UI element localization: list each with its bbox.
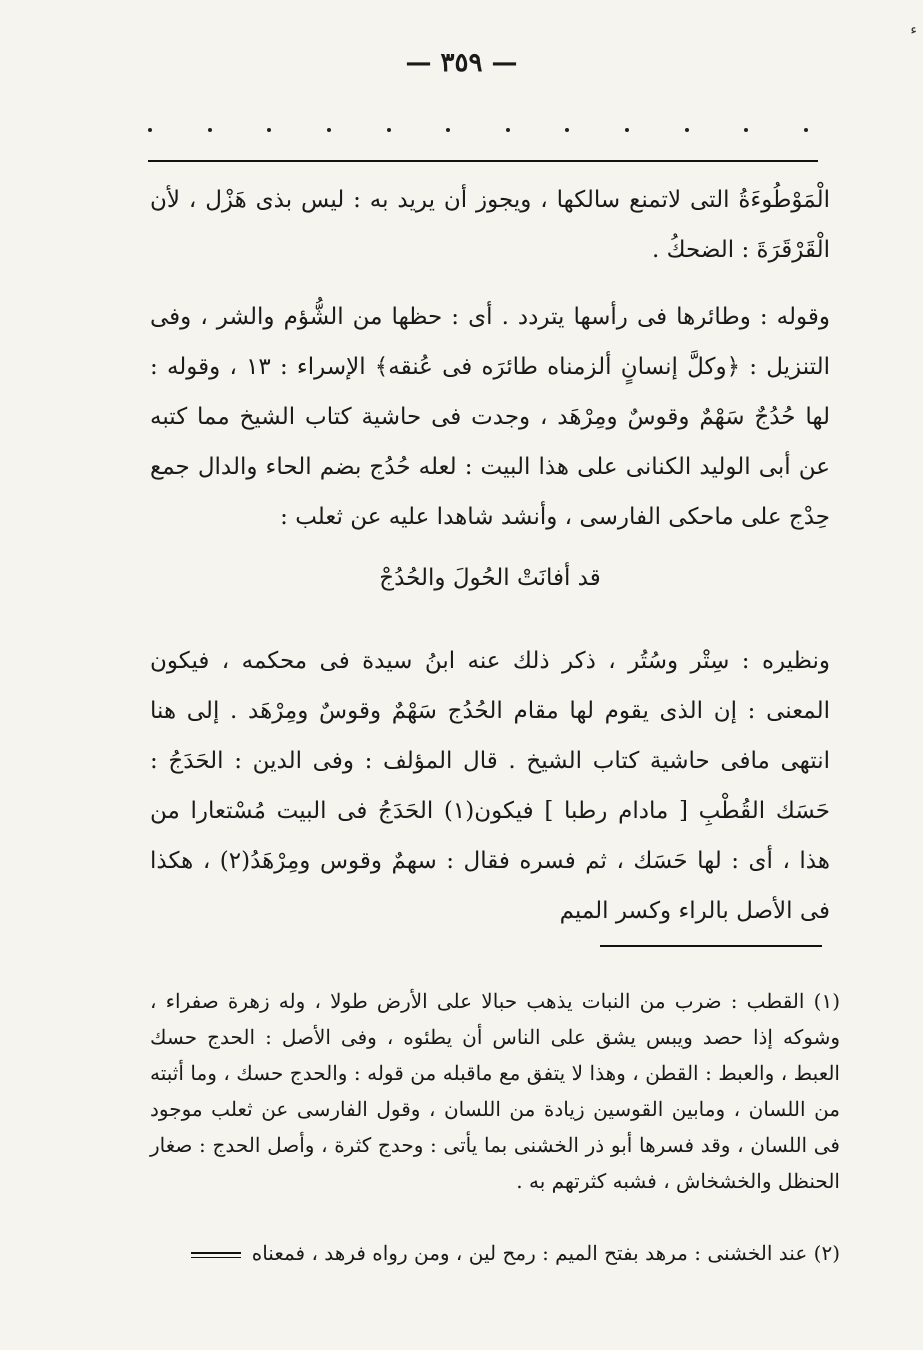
poetry-verse: قد أفانَتْ الحُولَ والحُدُجْ [379, 565, 601, 591]
paragraph-2-text: وقوله : وطائرها فى رأسها يتردد . أى : حظها من الشُّؤم والشر ، وفى التنزيل : ﴿وكلَّ إنسانٍ ألزمناه طائرَه فى عُنقه﴾ الإسراء : ١٣ ، وقوله : لها حُدُجٌ سَهْمٌ وقوسٌ ومِرْهَد ، وجدت فى حاشية كتاب الشيخ مما كتبه عن أبى الوليد الكنانى على هذا البيت : لعله حُدُج بضم الحاء والدال جمع حِدْج على ماحكى الفارسى ، وأنشد شاهدا عليه عن ثعلب : [150, 304, 830, 530]
header-rule [148, 160, 818, 162]
dotted-separator [148, 128, 808, 132]
footnote-2-text: (٢) عند الخشنى : مرهد بفتح الميم : رمح لين ، ومن رواه فرهد ، فمعناه [251, 1241, 840, 1265]
corner-mark: ء [910, 22, 917, 38]
paragraph-2 [150, 292, 830, 542]
footnote-1-text: (١) القطب : ضرب من النبات يذهب حبالا على الأرض طولا ، وله زهرة صفراء ، وشوكه إذا حصد ويبس يشق على الناس أن يطئوه ، وفى الأصل : الحدج حسك العبط ، والعبط : القطن ، وهذا لا يتفق مع ماقبله من قوله : والحدج حسك ، وما أثبته من اللسان ، ومابين القوسين زيادة من اللسان ، وقول الفارسى عن ثعلب موجود فى اللسان ، وقد فسرها أبو ذر الخشنى بما يأتى : وحدج كثرة ، وأصل الحدج : صغار الحنظل والخشخاش ، فشبه كثرتهم به . [150, 989, 841, 1193]
paragraph-1-text: الْمَوْطُوءَةُ التى لاتمنع سالكها ، ويجوز أن يريد به : ليس بذى هَزْل ، لأن الْقَرْقَرَةَ : الضحكُ . [150, 187, 830, 263]
footnote-rule [600, 945, 822, 947]
paragraph-3 [150, 636, 830, 936]
continuation-mark [191, 1252, 241, 1258]
footnote-1 [150, 983, 840, 1199]
paragraph-1 [150, 175, 830, 275]
footnote-2 [150, 1235, 840, 1271]
page-number: — ٣٥٩ — [405, 48, 518, 78]
paragraph-3-text: ونظيره : سِتْر وسُتُر ، ذكر ذلك عنه ابنُ سيدة فى محكمه ، فيكون المعنى : إن الذى يقوم لها مقام الحُدُج سَهْمٌ وقوسٌ ومِرْهَد . إلى هنا انتهى مافى حاشية كتاب الشيخ . قال المؤلف : وفى الدين : الحَدَجُ : حَسَك القُطْبِ [ مادام رطبا ] فيكون(١) الحَدَجُ فى البيت مُسْتعارا من هذا ، أى : لها حَسَك ، ثم فسره فقال : سهمٌ وقوس ومِرْهَدُ(٢) ، هكذا فى الأصل بالراء وكسر الميم [150, 648, 831, 924]
